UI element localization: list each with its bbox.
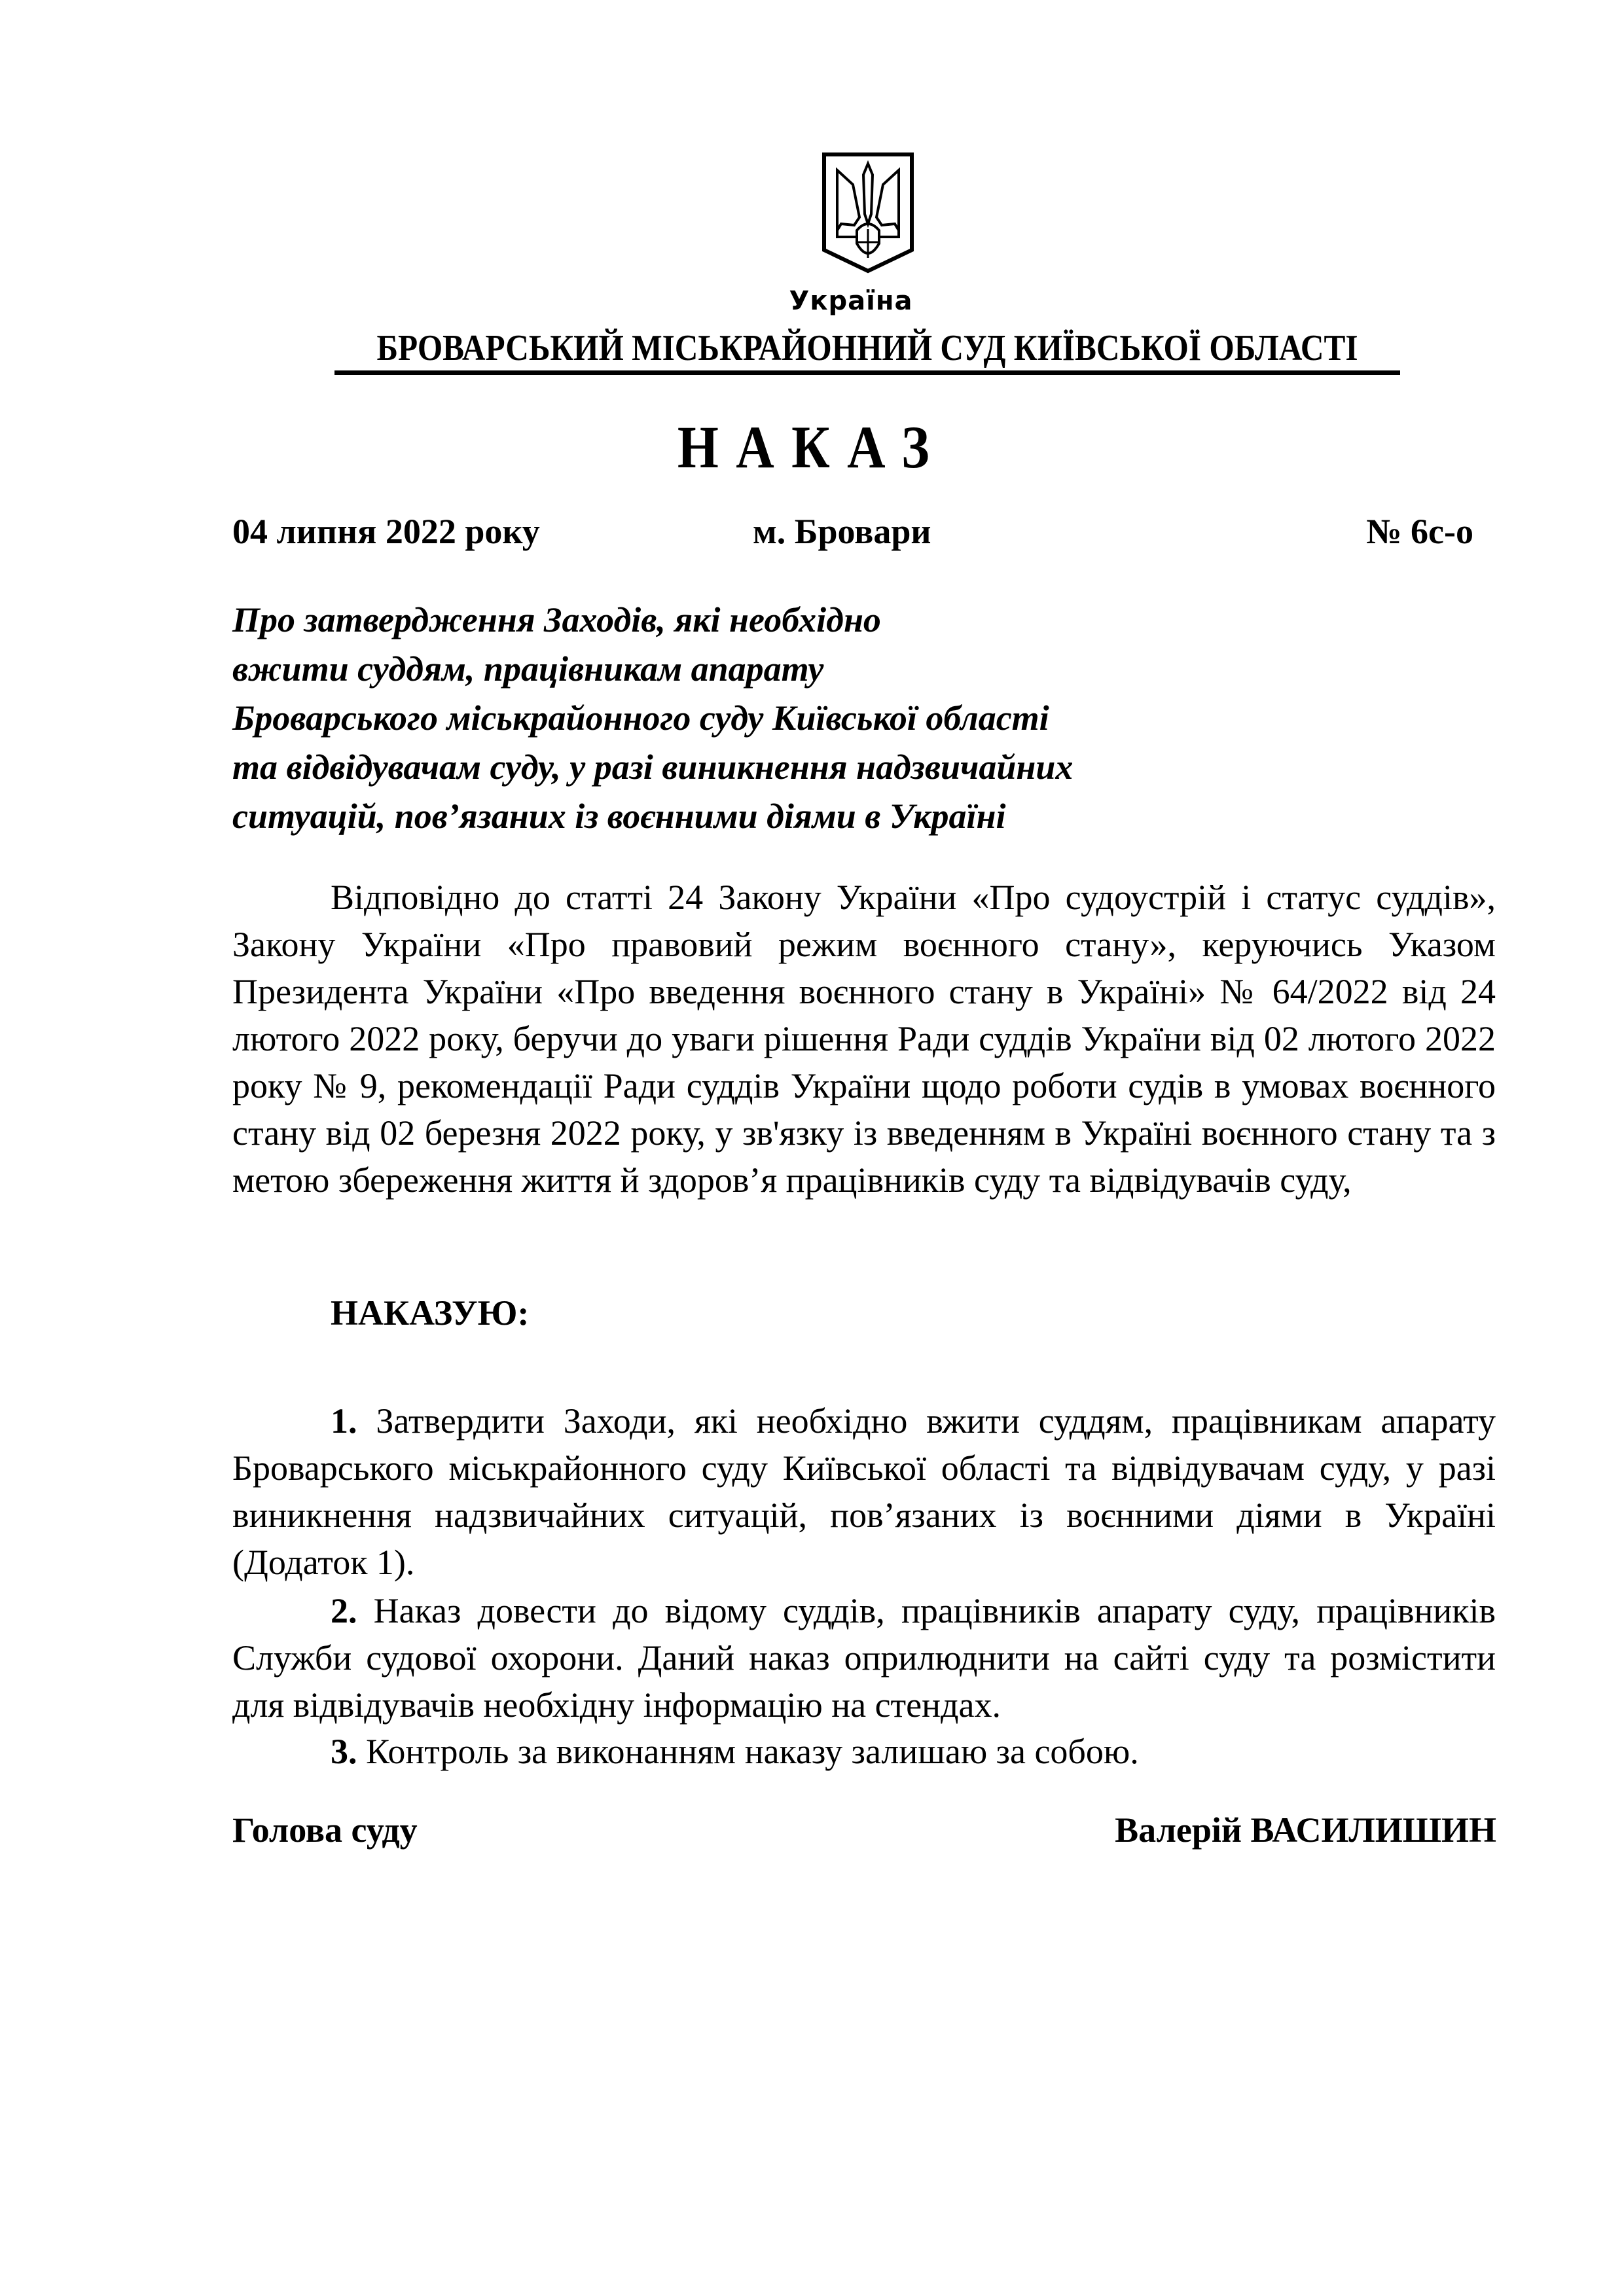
item-number: 1. <box>331 1401 357 1441</box>
subject-line: Броварського міськрайонного суду Київської області <box>232 698 1049 738</box>
order-item-2 <box>232 1587 1496 1729</box>
court-name: БРОВАРСЬКИЙ МІСЬКРАЙОННИЙ СУД КИЇВСЬКОЇ ОБЛАСТІ <box>334 327 1400 375</box>
subject-line: та відвідувачам суду, у разі виникнення надзвичайних <box>232 747 1074 787</box>
order-city: м. Бровари <box>753 512 931 551</box>
order-number: № 6с-о <box>1366 512 1473 551</box>
ukraine-trident-icon <box>821 152 914 274</box>
item-text: Наказ довести до відому суддів, працівників апарату суду, працівників Служби судової охорони. Даний наказ оприлюднити на сайті суду та розмістити для відвідувачів необхідну інформацію на стендах. <box>232 1591 1496 1725</box>
signatory-title: Голова суду <box>232 1810 418 1850</box>
subject-line: ситуацій, пов’язаних із воєнними діями в Україні <box>232 797 1006 836</box>
order-subject <box>232 596 1214 841</box>
item-text: Затвердити Заходи, які необхідно вжити суддям, працівникам апарату Броварського міськрайонного суду Київської області та відвідувачам суду, у разі виникнення надзвичайних ситуацій, пов’язаних із воєнними діями в Україні (Додаток 1). <box>232 1401 1496 1582</box>
order-heading: НАКАЗУЮ: <box>331 1293 530 1333</box>
subject-line: Про затвердження Заходів, які необхідно <box>232 600 881 639</box>
country-label: Україна <box>789 286 913 316</box>
subject-line: вжити суддям, працівникам апарату <box>232 649 824 689</box>
order-item-3 <box>232 1728 1496 1775</box>
preamble-paragraph: Відповідно до статті 24 Закону України «Про судоустрій і статус суддів», Закону України «Про правовий режим воєнного стану», керуючись Указом Президента України «Про введення воєнного стану в Україні» № 64/2022 від 24 лютого 2022 року, беручи до уваги рішення Ради суддів України від 02 лютого 2022 року № 9, рекомендації Ради суддів України щодо роботи судів в умовах воєнного стану від 02 березня 2022 року, у зв'язку із введенням в Україні воєнного стану та з метою збереження життя й здоров’я працівників суду та відвідувачів суду, <box>232 878 1496 1200</box>
item-number: 2. <box>331 1591 357 1630</box>
order-date: 04 липня 2022 року <box>232 512 540 551</box>
order-item-1 <box>232 1397 1496 1586</box>
item-number: 3. <box>331 1732 357 1771</box>
item-text: Контроль за виконанням наказу залишаю за собою. <box>357 1732 1139 1771</box>
signatory-name: Валерій ВАСИЛИШИН <box>1115 1810 1496 1850</box>
document-title: НАКАЗ <box>677 414 947 480</box>
